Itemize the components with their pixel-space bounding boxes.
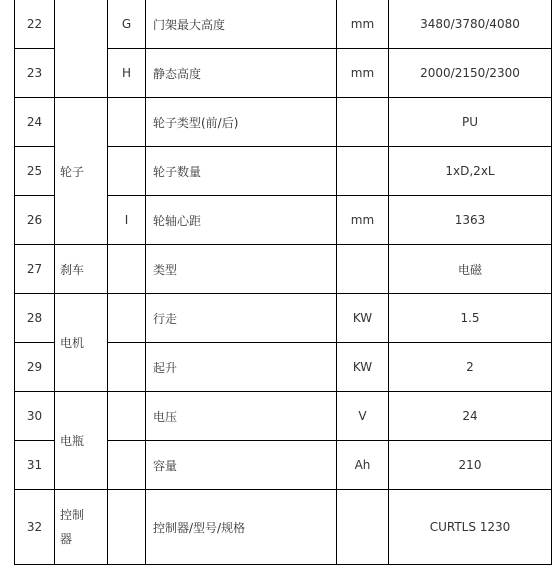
group-label-battery: 电瓶 (55, 392, 108, 490)
item-name: 门架最大高度 (146, 0, 337, 49)
value: 3480/3780/4080 (389, 0, 552, 49)
dimension-code (108, 343, 146, 392)
row-number: 30 (15, 392, 55, 441)
dimension-code (108, 147, 146, 196)
table-row (15, 0, 552, 49)
row-number: 26 (15, 196, 55, 245)
row-number: 31 (15, 441, 55, 490)
unit: Ah (337, 441, 389, 490)
table-row (15, 392, 552, 441)
unit: KW (337, 343, 389, 392)
row-number: 27 (15, 245, 55, 294)
item-name: 控制器/型号/规格 (146, 490, 337, 565)
value: 1xD,2xL (389, 147, 552, 196)
dimension-code (108, 441, 146, 490)
dimension-code: I (108, 196, 146, 245)
value: 2 (389, 343, 552, 392)
group-label-motor: 电机 (55, 294, 108, 392)
value: CURTLS 1230 (389, 490, 552, 565)
dimension-code: H (108, 49, 146, 98)
unit (337, 98, 389, 147)
group-label (55, 0, 108, 98)
row-number: 25 (15, 147, 55, 196)
item-name: 容量 (146, 441, 337, 490)
unit: mm (337, 49, 389, 98)
table-row (15, 490, 552, 565)
dimension-code (108, 245, 146, 294)
group-label-controller (55, 490, 108, 565)
value: 210 (389, 441, 552, 490)
dimension-code (108, 98, 146, 147)
unit: mm (337, 196, 389, 245)
table-row (15, 294, 552, 343)
row-number: 29 (15, 343, 55, 392)
item-name: 起升 (146, 343, 337, 392)
table-row (15, 245, 552, 294)
value: 2000/2150/2300 (389, 49, 552, 98)
value: 1.5 (389, 294, 552, 343)
row-number: 28 (15, 294, 55, 343)
unit (337, 147, 389, 196)
group-label-controller-text: 控制器 (60, 508, 85, 546)
item-name: 轮轴心距 (146, 196, 337, 245)
value: PU (389, 98, 552, 147)
row-number: 23 (15, 49, 55, 98)
dimension-code (108, 490, 146, 565)
item-name: 类型 (146, 245, 337, 294)
item-name: 行走 (146, 294, 337, 343)
unit (337, 490, 389, 565)
row-number: 32 (15, 490, 55, 565)
unit: KW (337, 294, 389, 343)
group-label-brake: 刹车 (55, 245, 108, 294)
value: 1363 (389, 196, 552, 245)
unit (337, 245, 389, 294)
item-name: 电压 (146, 392, 337, 441)
dimension-code (108, 294, 146, 343)
value: 电磁 (389, 245, 552, 294)
unit: mm (337, 0, 389, 49)
item-name: 轮子类型(前/后) (146, 98, 337, 147)
dimension-code: G (108, 0, 146, 49)
spec-table (14, 0, 552, 565)
row-number: 24 (15, 98, 55, 147)
table-row (15, 98, 552, 147)
dimension-code (108, 392, 146, 441)
value: 24 (389, 392, 552, 441)
unit: V (337, 392, 389, 441)
item-name: 轮子数量 (146, 147, 337, 196)
row-number: 22 (15, 0, 55, 49)
item-name: 静态高度 (146, 49, 337, 98)
group-label-wheels: 轮子 (55, 98, 108, 245)
